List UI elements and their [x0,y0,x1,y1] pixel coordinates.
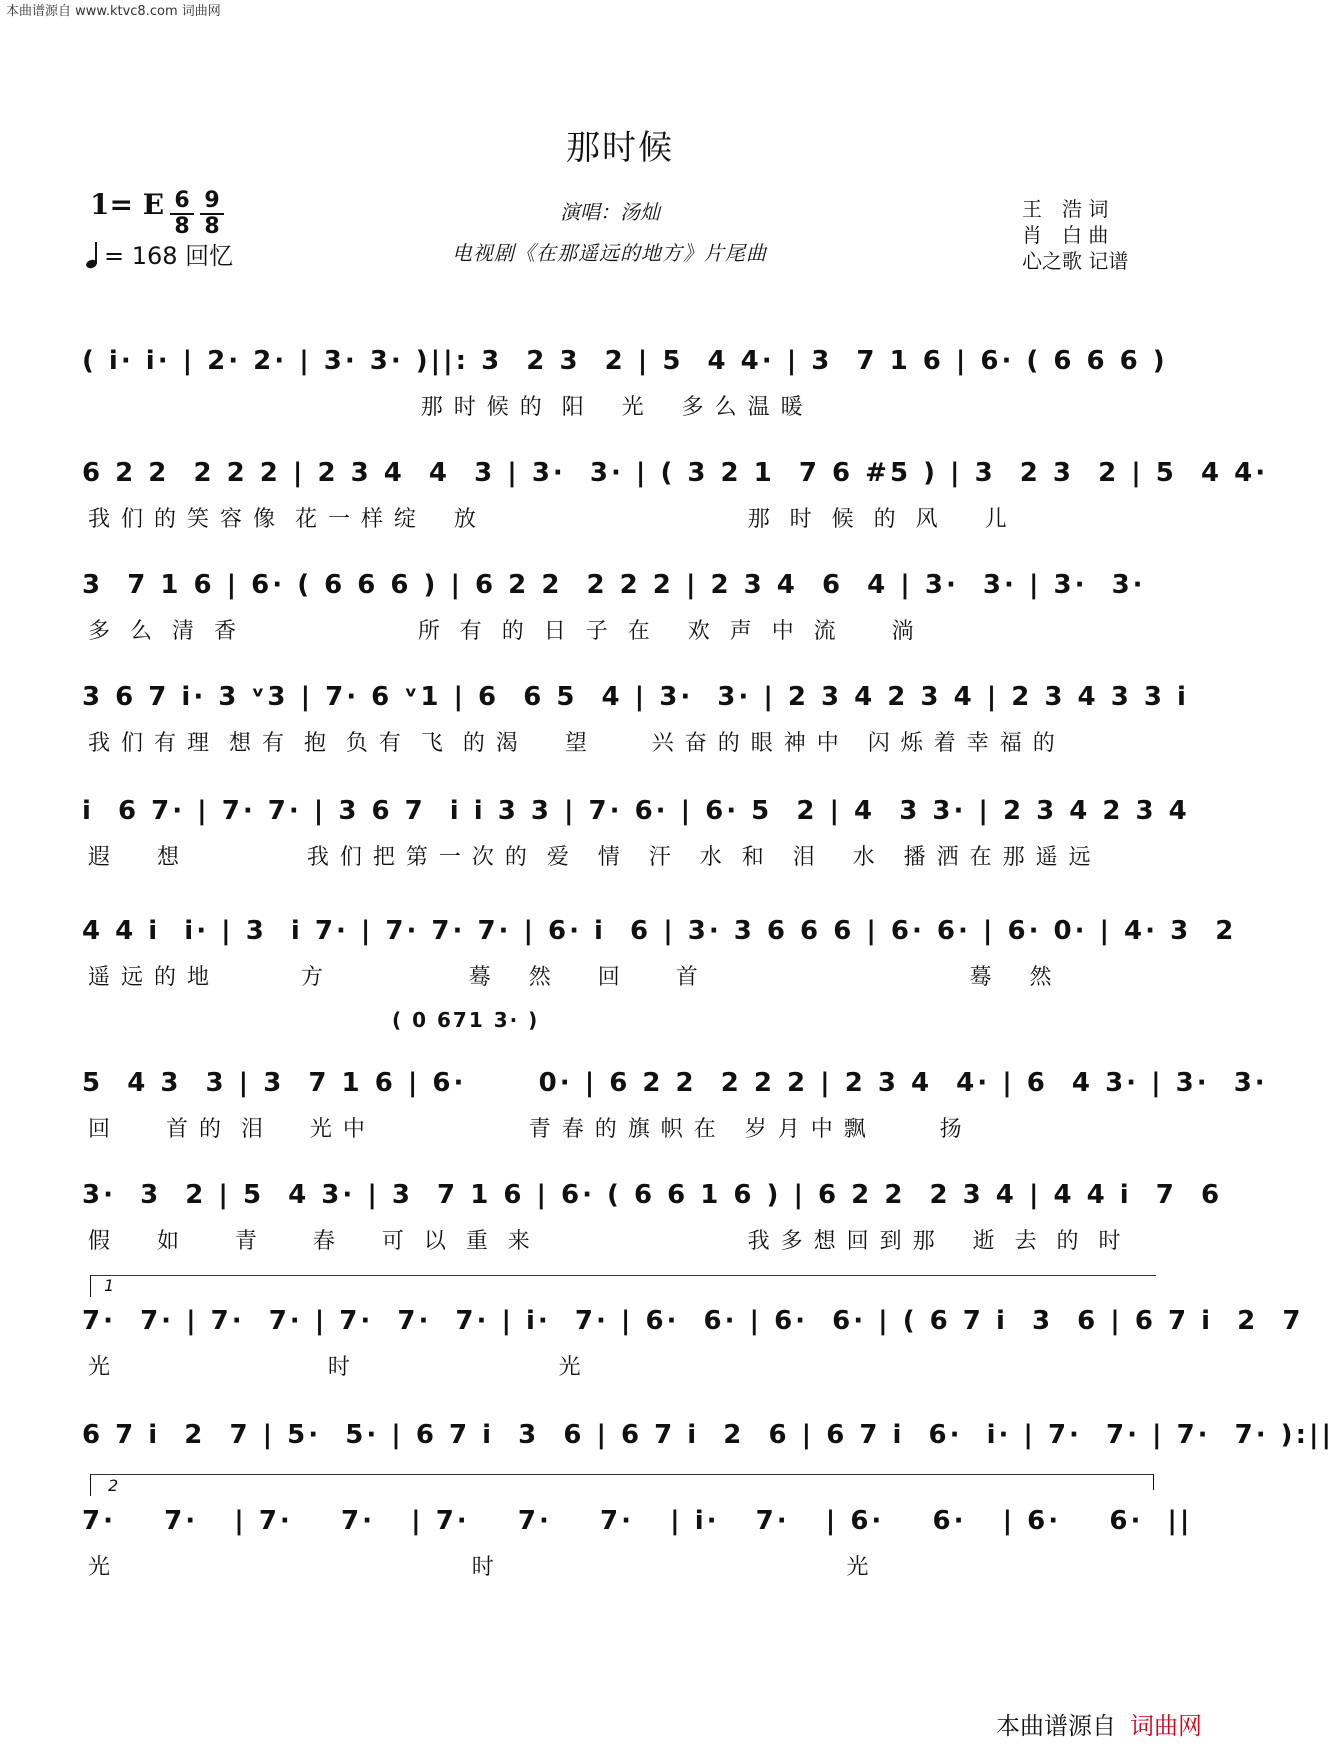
meter1-denominator: 8 [174,214,190,239]
lyric-line-5: 遐 想 我 们 把 第 一 次 的 爱 情 汗 水 和 泪 水 播 洒 在 那 遥 远 [88,845,1093,870]
lyric-line-4: 我 们 有 理 想 有 抱 负 有 飞 的 渴 望 兴 奋 的 眼 神 中 闪 烁 着 幸 福 的 [88,731,1057,756]
lyric-line-9: 光 时 光 [88,1355,583,1380]
notation-line-4: 3 6 7 i· 3 ᵛ3 | 7· 6 ᵛ1 | 6 6 5 4 | 3· 3· | 2 3 4 2 3 4 | 2 3 4 3 3 i [82,682,1189,712]
lyric-line-6: 遥 远 的 地 方 蓦 然 回 首 蓦 然 [88,965,1054,990]
notation-line-5: i 6 7· | 7· 7· | 3 6 7 i i 3 3 | 7· 6· | 6· 5 2 | 4 3 3· | 2 3 4 2 3 4 [82,796,1190,826]
meter2-denominator: 8 [204,214,220,239]
ending-1-bracket-left [90,1275,91,1297]
ending-1-bracket [90,1275,1156,1276]
ending-2-bracket [90,1474,1154,1475]
lyric-line-2: 我 们 的 笑 容 像 花 一 样 绽 放 那 时 候 的 风 儿 [88,507,1009,532]
meter1-numerator: 6 [174,188,190,213]
lyric-line-1: 那 时 候 的 阳 光 多 么 温 暖 [88,395,805,420]
ending-2-bracket-left [90,1474,91,1496]
song-title: 那时候 [566,128,674,168]
composer: 肖 白 曲 [1022,223,1109,247]
singer: 演唱：汤灿 [560,200,660,224]
notation-line-11: 7· 7· | 7· 7· | 7· 7· 7· | i· 7· | 6· 6· | 6· 6· || [82,1506,1193,1536]
credits [1022,196,1128,274]
notation-line-3: 3 7 1 6 | 6· ( 6 6 6 ) | 6 2 2 2 2 2 | 2 3 4 6 4 | 3· 3· | 3· 3· [82,570,1146,600]
time-signature-9-8 [198,190,226,238]
tempo-text: = 168 回忆 [104,242,234,270]
subtitle: 电视剧《在那遥远的地方》片尾曲 [452,241,767,265]
notation-line-7: 5 4 3 3 | 3 7 1 6 | 6· 0· | 6 2 2 2 2 2 | 2 3 4 4· | 6 4 3· | 3· 3· [82,1068,1268,1098]
ending-2-label: 2 [108,1476,119,1495]
ending-1-label: 1 [104,1276,115,1295]
notation-line-6: 4 4 i i· | 3 i 7· | 7· 7· 7· | 6· i 6 | 3· 3 6 6 6 | 6· 6· | 6· 0· | 4· 3 2 [82,916,1237,946]
key-signature: 1= E [90,188,165,221]
tempo-marking [86,236,233,271]
watermark-bottom-left: 本曲谱源自 [996,1712,1116,1740]
notation-line-1: ( i· i· | 2· 2· | 3· 3· )||: 3 2 3 2 | 5 4 4· | 3 7 1 6 | 6· ( 6 6 6 ) [82,346,1168,376]
lyricist: 王 浩 词 [1022,197,1109,221]
notation-line-8: 3· 3 2 | 5 4 3· | 3 7 1 6 | 6· ( 6 6 1 6 ) | 6 2 2 2 3 4 | 4 4 i 7 6 [82,1180,1223,1210]
quarter-note-icon [86,242,100,268]
watermark-top: 本曲谱源自 www.ktvc8.com 词曲网 [6,4,221,19]
meter2-numerator: 9 [204,188,220,213]
lyric-line-11: 光 时 光 [88,1555,871,1580]
notation-line-9: 7· 7· | 7· 7· | 7· 7· 7· | i· 7· | 6· 6· | 6· 6· | ( 6 7 i 3 6 | 6 7 i 2 7 [82,1306,1304,1336]
lyric-line-3: 多 么 清 香 所 有 的 日 子 在 欢 声 中 流 淌 [88,619,916,644]
notation-line-10: 6 7 i 2 7 | 5· 5· | 6 7 i 3 6 | 6 7 i 2 6 | 6 7 i 6· i· | 7· 7· | 7· 7· ):|| [82,1420,1334,1450]
lyric-line-7: 回 首 的 泪 光 中 青 春 的 旗 帜 在 岁 月 中 飘 扬 [88,1117,964,1142]
transcriber: 心之歌 记谱 [1022,249,1129,273]
lyric-line-8: 假 如 青 春 可 以 重 来 我 多 想 回 到 那 逝 去 的 时 [88,1229,1123,1254]
watermark-bottom-right: 词曲网 [1130,1712,1202,1740]
ending-2-bracket-right [1153,1474,1154,1490]
alt-melody-paren: ( 0 671 3· ) [392,1008,540,1032]
watermark-bottom [996,1706,1202,1741]
notation-line-2: 6 2 2 2 2 2 | 2 3 4 4 3 | 3· 3· | ( 3 2 1 7 6 #5 ) | 3 2 3 2 | 5 4 4· [82,458,1269,488]
time-signature-6-8 [168,190,196,238]
